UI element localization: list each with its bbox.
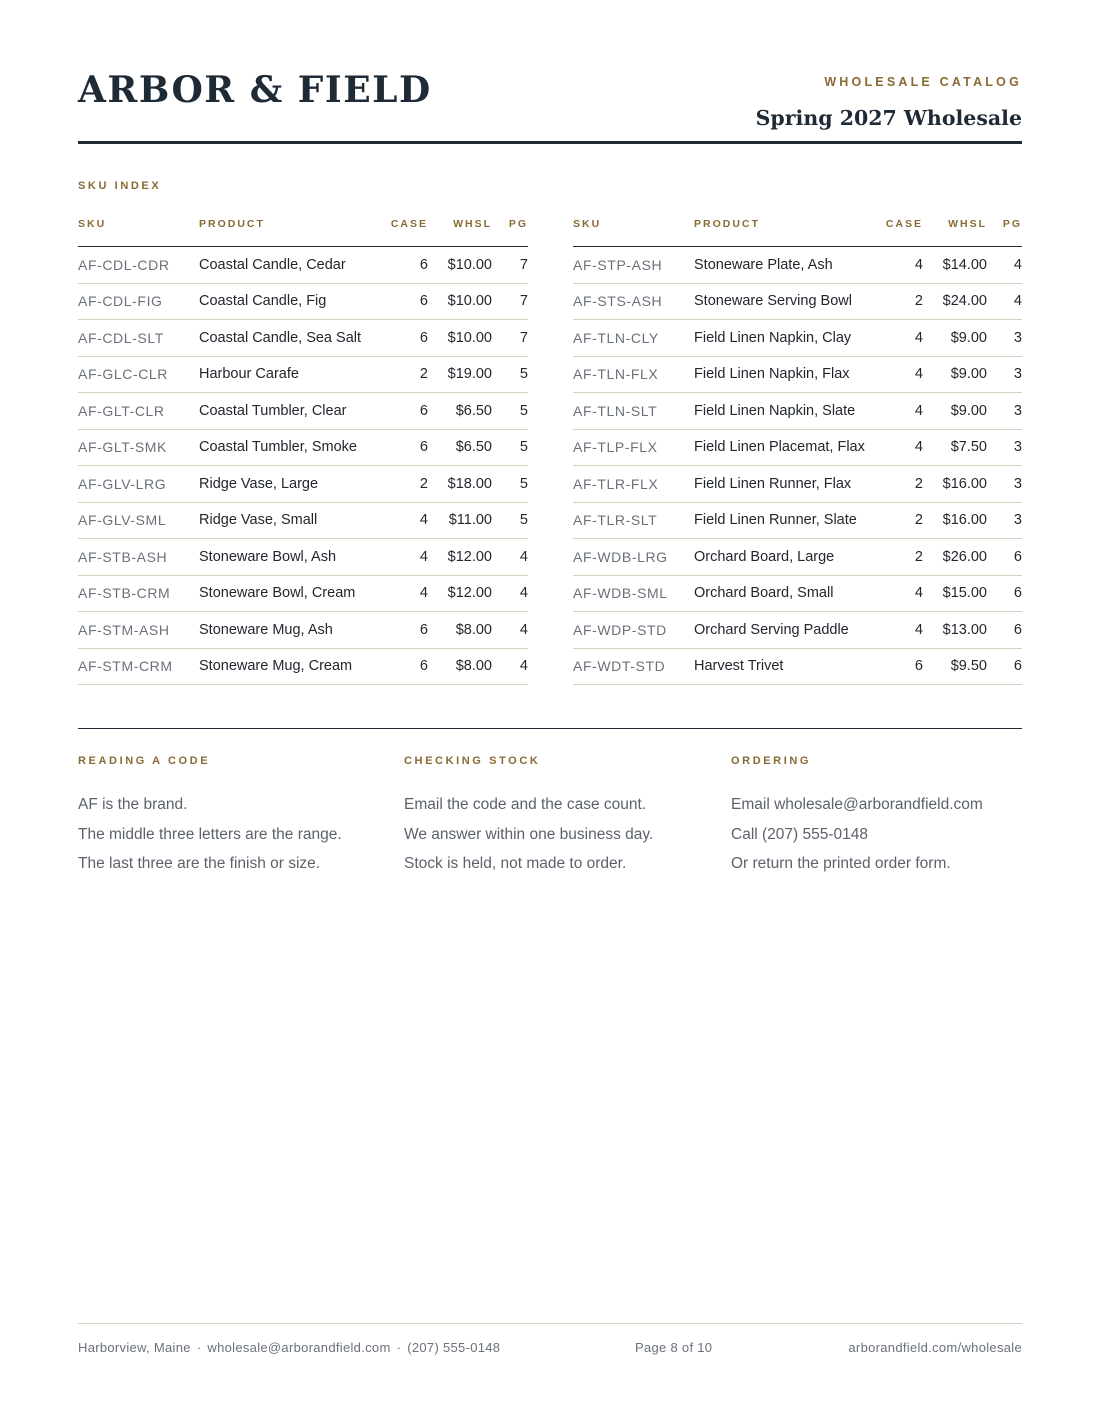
info-label: CHECKING STOCK — [404, 755, 541, 767]
table-row — [573, 539, 1022, 576]
pg-cell: 5 — [492, 393, 528, 430]
sku-cell: AF-STB-ASH — [78, 539, 199, 576]
sku-cell: AF-TLN-CLY — [573, 320, 694, 357]
product-cell: Stoneware Serving Bowl — [694, 283, 884, 320]
pg-cell: 4 — [492, 648, 528, 685]
case-cell: 2 — [884, 539, 923, 576]
case-cell: 2 — [884, 502, 923, 539]
table-row — [78, 502, 528, 539]
table-row — [573, 575, 1022, 612]
sku-cell: AF-STM-CRM — [78, 648, 199, 685]
sku-cell: AF-WDB-LRG — [573, 539, 694, 576]
table-row — [573, 247, 1022, 284]
product-cell: Orchard Serving Paddle — [694, 612, 884, 649]
whsl-cell: $16.00 — [923, 466, 987, 503]
whsl-cell: $12.00 — [428, 575, 492, 612]
product-cell: Field Linen Runner, Slate — [694, 502, 884, 539]
whsl-cell: $6.50 — [428, 429, 492, 466]
product-cell: Stoneware Mug, Cream — [199, 648, 389, 685]
column-header-case: CASE — [389, 218, 428, 247]
column-header-whsl: WHSL — [923, 218, 987, 247]
footer-email: wholesale@arborandfield.com — [207, 1340, 391, 1355]
case-cell: 6 — [389, 393, 428, 430]
table-row — [78, 612, 528, 649]
table-row — [573, 648, 1022, 685]
pg-cell: 3 — [987, 356, 1022, 393]
pg-cell: 7 — [492, 283, 528, 320]
pg-cell: 3 — [987, 502, 1022, 539]
info-line: Email wholesale@arborandfield.com — [731, 796, 983, 813]
whsl-cell: $16.00 — [923, 502, 987, 539]
whsl-cell: $8.00 — [428, 612, 492, 649]
info-reading-a-code — [78, 754, 378, 879]
product-cell: Coastal Tumbler, Clear — [199, 393, 389, 430]
info-label: ORDERING — [731, 755, 812, 767]
column-header-pg: PG — [492, 218, 528, 247]
section-divider — [78, 728, 1022, 729]
pg-cell: 5 — [492, 466, 528, 503]
catalog-subtitle: Spring 2027 Wholesale — [755, 106, 1022, 130]
whsl-cell: $11.00 — [428, 502, 492, 539]
table-row — [78, 429, 528, 466]
pg-cell: 5 — [492, 429, 528, 466]
product-cell: Coastal Candle, Sea Salt — [199, 320, 389, 357]
whsl-cell: $8.00 — [428, 648, 492, 685]
info-checking-stock — [404, 754, 704, 879]
table-row — [78, 247, 528, 284]
footer-location: Harborview, Maine — [78, 1340, 191, 1355]
sku-table-right — [573, 218, 1022, 685]
table-header-row — [78, 218, 528, 247]
table-row — [573, 502, 1022, 539]
table-row — [78, 539, 528, 576]
table-row — [78, 393, 528, 430]
column-header-product: PRODUCT — [199, 218, 389, 247]
case-cell: 2 — [389, 356, 428, 393]
case-cell: 6 — [389, 247, 428, 284]
brand-wordmark: ARBOR & FIELD — [78, 69, 432, 111]
table-row — [573, 320, 1022, 357]
product-cell: Coastal Candle, Cedar — [199, 247, 389, 284]
sku-cell: AF-STB-CRM — [78, 575, 199, 612]
product-cell: Stoneware Bowl, Cream — [199, 575, 389, 612]
pg-cell: 4 — [492, 539, 528, 576]
case-cell: 2 — [884, 283, 923, 320]
pg-cell: 6 — [987, 575, 1022, 612]
whsl-cell: $24.00 — [923, 283, 987, 320]
info-line: The middle three letters are the range. — [78, 825, 342, 843]
sku-cell: AF-CDL-SLT — [78, 320, 199, 357]
footer-url: arborandfield.com/wholesale — [848, 1340, 1022, 1355]
info-line: Call (207) 555-0148 — [731, 825, 869, 843]
pg-cell: 7 — [492, 320, 528, 357]
pg-cell: 5 — [492, 502, 528, 539]
case-cell: 4 — [884, 612, 923, 649]
catalog-eyebrow: WHOLESALE CATALOG — [824, 75, 1022, 89]
pg-cell: 4 — [987, 283, 1022, 320]
pg-cell: 3 — [987, 320, 1022, 357]
product-cell: Orchard Board, Large — [694, 539, 884, 576]
page-footer — [78, 1340, 1022, 1358]
info-ordering — [731, 754, 1031, 879]
pg-cell: 4 — [492, 612, 528, 649]
product-cell: Field Linen Napkin, Flax — [694, 356, 884, 393]
info-line: Stock is held, not made to order. — [404, 855, 627, 872]
table-row — [78, 466, 528, 503]
footer-divider — [78, 1323, 1022, 1324]
case-cell: 2 — [389, 466, 428, 503]
whsl-cell: $18.00 — [428, 466, 492, 503]
pg-cell: 6 — [987, 612, 1022, 649]
whsl-cell: $19.00 — [428, 356, 492, 393]
sku-cell: AF-GLV-SML — [78, 502, 199, 539]
product-cell: Coastal Tumbler, Smoke — [199, 429, 389, 466]
whsl-cell: $9.00 — [923, 356, 987, 393]
whsl-cell: $9.50 — [923, 648, 987, 685]
case-cell: 6 — [389, 648, 428, 685]
whsl-cell: $7.50 — [923, 429, 987, 466]
sku-cell: AF-WDP-STD — [573, 612, 694, 649]
case-cell: 4 — [884, 247, 923, 284]
case-cell: 2 — [884, 466, 923, 503]
table-row — [78, 320, 528, 357]
product-cell: Field Linen Placemat, Flax — [694, 429, 884, 466]
pg-cell: 6 — [987, 539, 1022, 576]
footer-contact — [78, 1340, 500, 1355]
product-cell: Stoneware Bowl, Ash — [199, 539, 389, 576]
sku-cell: AF-STS-ASH — [573, 283, 694, 320]
sku-cell: AF-CDL-CDR — [78, 247, 199, 284]
case-cell: 4 — [389, 539, 428, 576]
product-cell: Field Linen Runner, Flax — [694, 466, 884, 503]
product-cell: Stoneware Plate, Ash — [694, 247, 884, 284]
table-row — [78, 283, 528, 320]
info-line: Or return the printed order form. — [731, 855, 951, 872]
table-row — [573, 393, 1022, 430]
sku-cell: AF-STP-ASH — [573, 247, 694, 284]
column-header-case: CASE — [884, 218, 923, 247]
sku-cell: AF-GLC-CLR — [78, 356, 199, 393]
pg-cell: 3 — [987, 466, 1022, 503]
pg-cell: 6 — [987, 648, 1022, 685]
whsl-cell: $13.00 — [923, 612, 987, 649]
product-cell: Stoneware Mug, Ash — [199, 612, 389, 649]
sku-cell: AF-TLR-SLT — [573, 502, 694, 539]
product-cell: Ridge Vase, Small — [199, 502, 389, 539]
sku-cell: AF-CDL-FIG — [78, 283, 199, 320]
sku-table-left — [78, 218, 528, 685]
sku-cell: AF-TLN-FLX — [573, 356, 694, 393]
whsl-cell: $9.00 — [923, 320, 987, 357]
table-row — [78, 575, 528, 612]
pg-cell: 4 — [987, 247, 1022, 284]
whsl-cell: $10.00 — [428, 283, 492, 320]
column-header-sku: SKU — [78, 218, 199, 247]
whsl-cell: $26.00 — [923, 539, 987, 576]
case-cell: 4 — [389, 575, 428, 612]
case-cell: 6 — [389, 320, 428, 357]
case-cell: 4 — [389, 502, 428, 539]
footer-separator: · — [196, 1340, 202, 1355]
table-row — [78, 356, 528, 393]
case-cell: 4 — [884, 429, 923, 466]
case-cell: 6 — [389, 283, 428, 320]
product-cell: Coastal Candle, Fig — [199, 283, 389, 320]
pg-cell: 3 — [987, 429, 1022, 466]
whsl-cell: $6.50 — [428, 393, 492, 430]
column-header-whsl: WHSL — [428, 218, 492, 247]
table-row — [573, 429, 1022, 466]
whsl-cell: $9.00 — [923, 393, 987, 430]
table-row — [573, 356, 1022, 393]
sku-cell: AF-TLR-FLX — [573, 466, 694, 503]
case-cell: 4 — [884, 320, 923, 357]
info-line: AF is the brand. — [78, 796, 188, 813]
case-cell: 6 — [389, 429, 428, 466]
case-cell: 6 — [884, 648, 923, 685]
pg-cell: 3 — [987, 393, 1022, 430]
table-row — [78, 648, 528, 685]
product-cell: Harbour Carafe — [199, 356, 389, 393]
table-row — [573, 466, 1022, 503]
whsl-cell: $10.00 — [428, 247, 492, 284]
sku-cell: AF-GLV-LRG — [78, 466, 199, 503]
case-cell: 4 — [884, 393, 923, 430]
pg-cell: 7 — [492, 247, 528, 284]
product-cell: Ridge Vase, Large — [199, 466, 389, 503]
whsl-cell: $12.00 — [428, 539, 492, 576]
whsl-cell: $14.00 — [923, 247, 987, 284]
case-cell: 6 — [389, 612, 428, 649]
info-line: We answer within one business day. — [404, 825, 654, 843]
pg-cell: 5 — [492, 356, 528, 393]
column-header-pg: PG — [987, 218, 1022, 247]
product-cell: Field Linen Napkin, Slate — [694, 393, 884, 430]
pg-cell: 4 — [492, 575, 528, 612]
sku-cell: AF-TLP-FLX — [573, 429, 694, 466]
info-line: Email the code and the case count. — [404, 796, 647, 813]
footer-separator: · — [396, 1340, 402, 1355]
page-header — [78, 0, 1022, 144]
whsl-cell: $15.00 — [923, 575, 987, 612]
column-header-sku: SKU — [573, 218, 694, 247]
info-label: READING A CODE — [78, 755, 211, 767]
catalog-page — [78, 0, 1022, 1424]
product-cell: Field Linen Napkin, Clay — [694, 320, 884, 357]
sku-cell: AF-TLN-SLT — [573, 393, 694, 430]
case-cell: 4 — [884, 575, 923, 612]
product-cell: Harvest Trivet — [694, 648, 884, 685]
table-row — [573, 283, 1022, 320]
whsl-cell: $10.00 — [428, 320, 492, 357]
sku-cell: AF-STM-ASH — [78, 612, 199, 649]
column-header-product: PRODUCT — [694, 218, 884, 247]
table-header-row — [573, 218, 1022, 247]
product-cell: Orchard Board, Small — [694, 575, 884, 612]
sku-cell: AF-GLT-SMK — [78, 429, 199, 466]
info-line: The last three are the finish or size. — [78, 855, 321, 872]
sku-cell: AF-WDT-STD — [573, 648, 694, 685]
case-cell: 4 — [884, 356, 923, 393]
table-row — [573, 612, 1022, 649]
sku-index-label: SKU INDEX — [78, 180, 162, 192]
page-number: Page 8 of 10 — [635, 1340, 713, 1355]
sku-cell: AF-GLT-CLR — [78, 393, 199, 430]
sku-cell: AF-WDB-SML — [573, 575, 694, 612]
footer-phone: (207) 555-0148 — [407, 1340, 501, 1355]
